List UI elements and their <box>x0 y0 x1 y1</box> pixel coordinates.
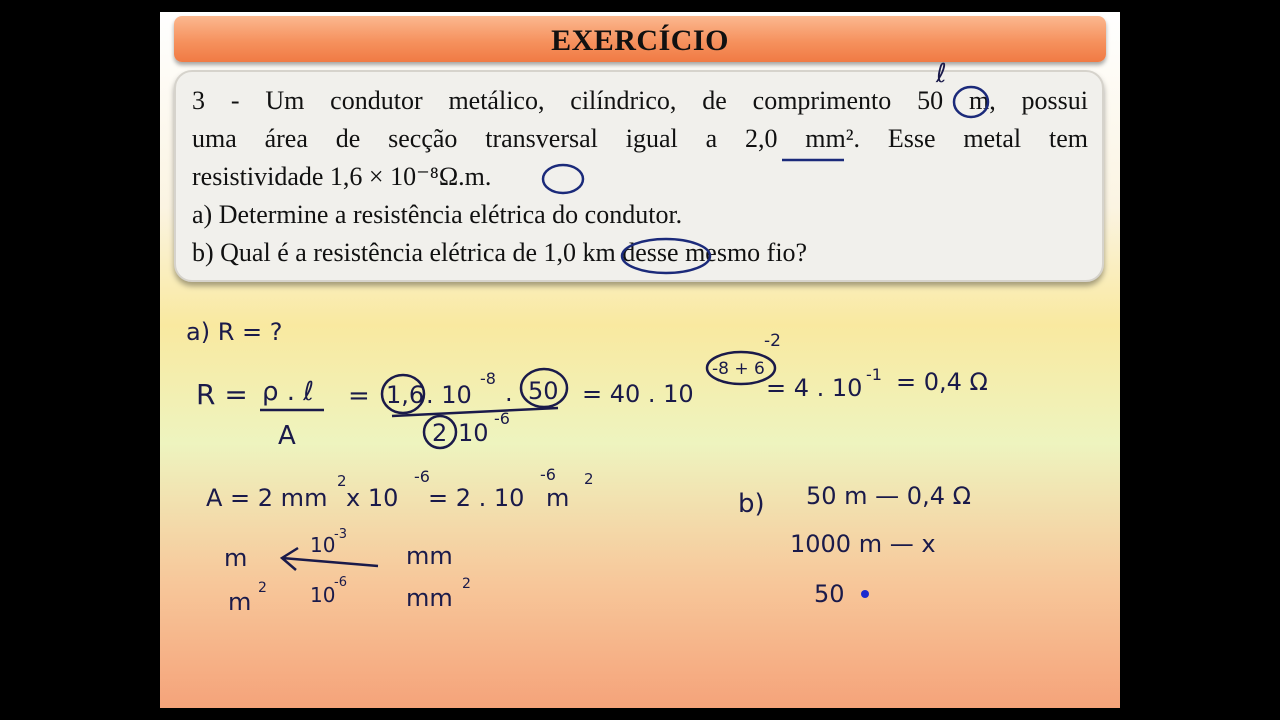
dot: . <box>505 379 513 407</box>
area-exp-1: -6 <box>414 467 430 486</box>
value-1-6: 1,6 <box>386 381 425 409</box>
conv-m-sq-exp: 2 <box>258 580 267 596</box>
exp-minus-2: -2 <box>764 331 781 351</box>
label-b: b) <box>738 489 765 519</box>
eq-sign-1: = <box>348 381 370 411</box>
question-line-2: uma área de secção transversal igual a 2,0 mm². Esse metal tem <box>192 124 1088 153</box>
times-10: . 10 <box>426 381 472 409</box>
formula-r: R = <box>196 378 248 411</box>
conv-mm-sq-exp: 2 <box>462 576 471 592</box>
den-10: 10 <box>458 419 489 447</box>
exp-minus-6: -6 <box>494 409 510 428</box>
conv-bottom-exp: -6 <box>334 575 347 590</box>
area-exp-2: -6 <box>540 465 556 484</box>
conv-m: m <box>224 544 248 572</box>
conv-mm-squared: mm <box>406 584 453 612</box>
pen-cursor-dot <box>861 590 869 598</box>
result-4: = 4 . 10 <box>766 374 863 402</box>
area-line-a: A = 2 mm <box>206 484 328 512</box>
conv-bottom: 10 <box>310 583 336 607</box>
conv-top: 10 <box>310 533 336 557</box>
b-line-3: 50 <box>814 580 845 608</box>
question-line-4: a) Determine a resistência elétrica do condutor. <box>192 200 683 229</box>
result-final: = 0,4 Ω <box>896 368 988 396</box>
slide-title: EXERCÍCIO <box>551 24 729 57</box>
question-line-5: b) Qual é a resistência elétrica de 1,0 km desse mesmo fio? <box>192 238 808 267</box>
area-line-d: m <box>546 484 570 512</box>
formula-numerator: ρ . ℓ <box>262 377 315 407</box>
question-line-1: 3 - Um condutor metálico, cilíndrico, de comprimento 50 m, possui <box>192 86 1088 115</box>
question-line-3: resistividade 1,6 × 10⁻⁸Ω.m. <box>192 162 492 191</box>
b-line-1: 50 m — 0,4 Ω <box>806 482 971 510</box>
handwriting-layer <box>160 12 1120 708</box>
area-sq-2: 2 <box>584 470 594 488</box>
conv-mm: mm <box>406 542 453 570</box>
circle-m-length <box>954 87 988 117</box>
formula-denominator: A <box>278 421 296 451</box>
circle-m-resistivity <box>543 165 583 193</box>
conv-m-squared: m <box>228 588 252 616</box>
result-40: = 40 . 10 <box>582 380 694 408</box>
exp-minus-1: -1 <box>866 365 882 384</box>
circle-1km <box>622 239 710 273</box>
area-sq-1: 2 <box>337 472 347 490</box>
label-a: a) R = ? <box>186 318 283 346</box>
conv-arrow-line <box>282 558 378 566</box>
conv-top-exp: -3 <box>334 527 347 542</box>
slide <box>160 12 1120 708</box>
exp-sum: -8 + 6 <box>712 359 765 379</box>
value-50: 50 <box>528 377 559 405</box>
annotation-l-symbol: ℓ <box>936 59 947 89</box>
area-line-c: = 2 . 10 <box>428 484 525 512</box>
b-line-2: 1000 m — x <box>790 530 936 558</box>
exp-minus-8: -8 <box>480 369 496 388</box>
area-line-b: x 10 <box>346 484 399 512</box>
den-2: 2 <box>432 419 448 447</box>
